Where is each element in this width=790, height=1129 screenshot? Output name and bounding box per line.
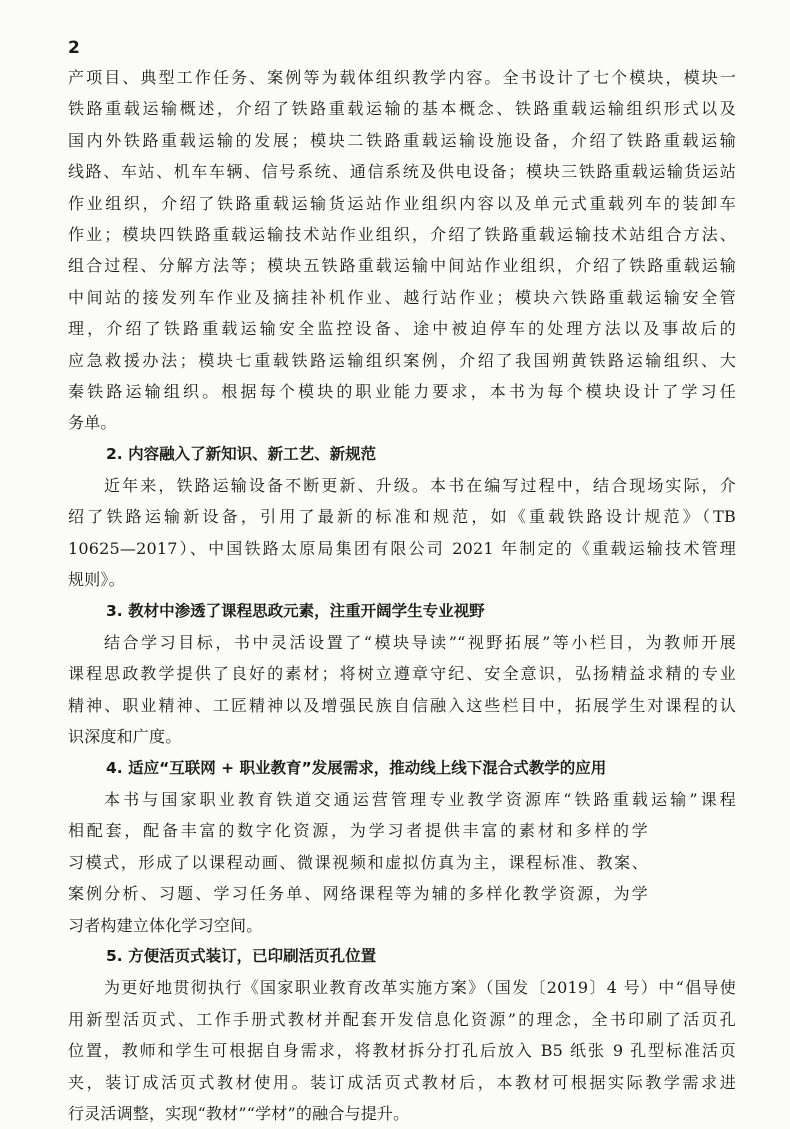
text-line: 作业组织，介绍了铁路重载运输货运站作业组织内容以及单元式重载列车的装卸车 [68, 193, 736, 213]
paragraph-section-3 [68, 627, 736, 753]
text-line: 作业；模块四铁路重载运输技术站作业组织，介绍了铁路重载运输技术站组合方法、 [68, 224, 736, 244]
text-line: 铁路重载运输概述，介绍了铁路重载运输的基本概念、铁路重载运输组织形式以及 [68, 99, 736, 119]
text-line: 秦铁路运输组织。根据每个模块的职业能力要求，本书为每个模块设计了学习任 [68, 381, 736, 401]
text-line: 务单。 [68, 413, 117, 433]
text-line: 国内外铁路重载运输的发展；模块二铁路重载运输设施设备，介绍了铁路重载运输 [68, 130, 736, 150]
text-line: 用新型活页式、工作手册式教材并配套开发信息化资源”的理念，全书印刷了活页孔 [68, 1009, 736, 1029]
text-line: 理，介绍了铁路重载运输安全监控设备、途中被迫停车的处理方法以及事故后的 [68, 319, 736, 339]
text-line: 行灵活调整，实现“教材”“学材”的融合与提升。 [68, 1103, 410, 1123]
text-line: 位置，教师和学生可根据自身需求，将教材拆分打孔后放入 B5 纸张 9 孔型标准活页 [68, 1041, 736, 1061]
paragraph-modules [68, 62, 736, 439]
paragraph-section-5 [68, 972, 736, 1129]
text-line: 精神、职业精神、工匠精神以及增强民族自信融入这些栏目中，拓展学生对课程的认 [68, 695, 736, 715]
section-heading-4: 4. 适应“互联网 + 职业教育”发展需求，推动线上线下混合式教学的应用 [106, 758, 607, 777]
text-line: 应急救援办法；模块七重载铁路运输组织案例，介绍了我国朔黄铁路运输组织、大 [68, 350, 736, 370]
section-heading-3: 3. 教材中渗透了课程思政元素，注重开阔学生专业视野 [106, 601, 485, 620]
text-line: 结合学习目标，书中灵活设置了“模块导读”“视野拓展”等小栏目，为教师开展 [104, 633, 736, 653]
text-line: 课程思政教学提供了良好的素材；将树立遵章守纪、安全意识，弘扬精益求精的专业 [68, 664, 736, 684]
section-heading-2: 2. 内容融入了新知识、新工艺、新规范 [106, 444, 377, 463]
text-line: 规则》。 [68, 570, 125, 590]
text-line: 习模式，形成了以课程动画、微课视频和虚拟仿真为主，课程标准、教案、 [68, 852, 648, 872]
page-body [68, 62, 736, 1129]
text-line: 本书与国家职业教育铁道交通运营管理专业教学资源库“铁路重载运输”课程 [104, 789, 736, 809]
section-heading-5: 5. 方便活页式装订，已印刷活页孔位置 [106, 946, 377, 965]
text-line: 为更好地贯彻执行《国家职业教育改革实施方案》（国发〔2019〕4 号）中“倡导使 [104, 978, 736, 998]
text-line: 10625—2017）、中国铁路太原局集团有限公司 2021 年制定的《重载运输技术管理 [68, 538, 736, 558]
paragraph-section-2 [68, 470, 736, 596]
text-line: 相配套，配备丰富的数字化资源，为学习者提供丰富的素材和多样的学 [68, 821, 648, 841]
text-line: 夹，装订成活页式教材使用。装订成活页式教材后，本教材可根据实际教学需求进 [68, 1072, 736, 1092]
text-line: 习者构建立体化学习空间。 [68, 915, 263, 935]
paragraph-section-4 [68, 784, 736, 941]
text-line: 中间站的接发列车作业及摘挂补机作业、越行站作业；模块六铁路重载运输安全管 [68, 287, 736, 307]
text-line: 案例分析、习题、学习任务单、网络课程等为辅的多样化教学资源，为学 [68, 884, 648, 904]
text-line: 组合过程、分解方法等；模块五铁路重载运输中间站作业组织，介绍了铁路重载运输 [68, 256, 736, 276]
text-line: 线路、车站、机车车辆、信号系统、通信系统及供电设备；模块三铁路重载运输货运站 [68, 162, 736, 182]
text-line: 产项目、典型工作任务、案例等为载体组织教学内容。全书设计了七个模块，模块一 [68, 68, 736, 87]
page-number: 2 [68, 38, 80, 58]
text-line: 近年来，铁路运输设备不断更新、升级。本书在编写过程中，结合现场实际，介 [104, 476, 736, 496]
text-line: 绍了铁路运输新设备，引用了最新的标准和规范，如《重载铁路设计规范》（TB [68, 507, 736, 527]
text-line: 识深度和广度。 [68, 727, 182, 747]
